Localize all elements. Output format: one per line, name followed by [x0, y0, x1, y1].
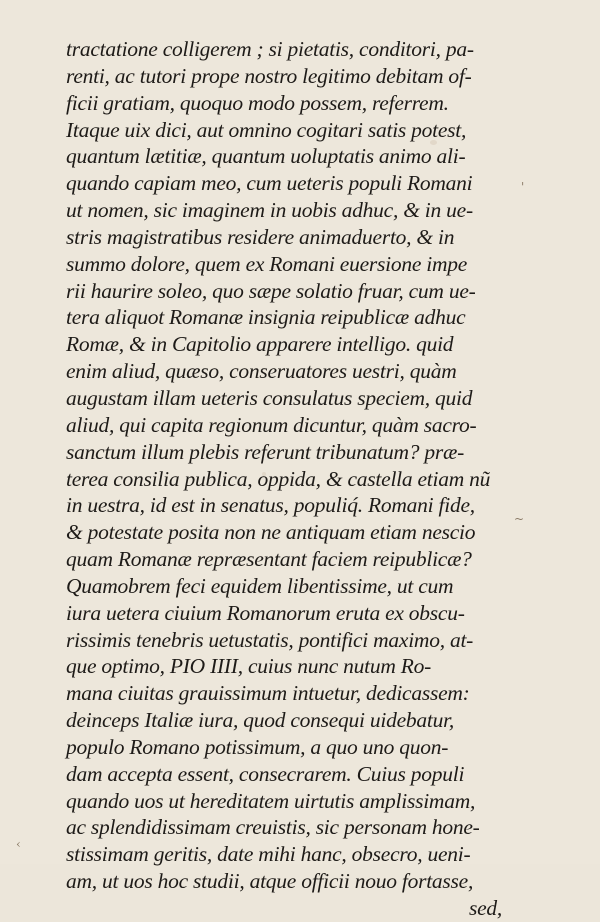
text-line: & potestate posita non ne antiquam etiam nescio — [66, 520, 476, 545]
text-line: ut nomen, sic imaginem in uobis adhuc, & in ue- — [66, 198, 473, 223]
body-text — [66, 36, 514, 922]
text-line: deinceps Italiæ iura, quod consequi uidebatur, — [66, 708, 455, 733]
text-line: dam accepta essent, consecrarem. Cuius populi — [66, 761, 465, 786]
text-line: populo Romano potissimum, a quo uno quon- — [66, 734, 449, 759]
margin-mark: ~ — [514, 512, 525, 526]
text-line: summo dolore, quem ex Romani euersione impe — [66, 251, 468, 276]
margin-mark: ‹ — [16, 837, 21, 851]
text-line: aliud, qui capita regionum dicuntur, quàm sacro- — [66, 412, 477, 437]
text-line: am, ut uos hoc studii, atque officii nouo fortasse, — [66, 869, 474, 894]
text-line: ficii gratiam, quoquo modo possem, referrem. — [66, 90, 449, 115]
text-line: rissimis tenebris uetustatis, pontifici maximo, at- — [66, 627, 474, 652]
text-line: mana ciuitas grauissimum intuetur, dedicassem: — [66, 681, 470, 706]
text-line: stris magistratibus residere animaduerto, & in — [66, 224, 455, 249]
text-line: quam Romanæ repræsentant faciem reipublicæ? — [66, 547, 472, 572]
text-line: iura uetera ciuium Romanorum eruta ex obscu- — [66, 600, 465, 625]
text-line: Romæ, & in Capitolio apparere intelligo. quid — [66, 332, 454, 357]
text-line: tera aliquot Romanæ insignia reipublicæ adhuc — [66, 305, 466, 330]
margin-mark: ' — [521, 180, 525, 194]
text-line: rii haurire soleo, quo sæpe solatio fruar, cum ue- — [66, 278, 476, 303]
text-line: in uestra, id est in senatus, populiq́. Romani fide, — [66, 493, 475, 518]
text-line: enim aliud, quæso, conseruatores uestri, quàm — [66, 359, 457, 384]
text-line: Itaque uix dici, aut omnino cogitari satis potest, — [66, 117, 467, 142]
catchword: sed, — [468, 896, 502, 920]
text-line: que optimo, PIO IIII, cuius nunc nutum Ro- — [66, 654, 432, 679]
text-line: quantum lætitiæ, quantum uoluptatis animo ali- — [66, 144, 466, 169]
text-line: augustam illam ueteris consulatus speciem, quid — [66, 385, 473, 410]
text-line: quando uos ut hereditatem uirtutis amplissimam, — [66, 788, 476, 813]
text-line: quando capiam meo, cum ueteris populi Romani — [66, 171, 473, 196]
text-line: stissimam geritis, date mihi hanc, obsecro, ueni- — [66, 842, 471, 867]
text-line: terea consilia publica, oppida, & castella etiam nũ — [66, 466, 491, 491]
text-line: ac splendidissimam creuistis, sic personam hone- — [66, 815, 480, 840]
text-line: renti, ac tutori prope nostro legitimo debitam of- — [66, 63, 472, 88]
text-line: Quamobrem feci equidem libentissime, ut cum — [66, 573, 454, 598]
text-line: tractatione colligerem ; si pietatis, conditori, pa- — [66, 37, 474, 61]
text-line: sanctum illum plebis referunt tribunatum? præ- — [66, 439, 464, 464]
